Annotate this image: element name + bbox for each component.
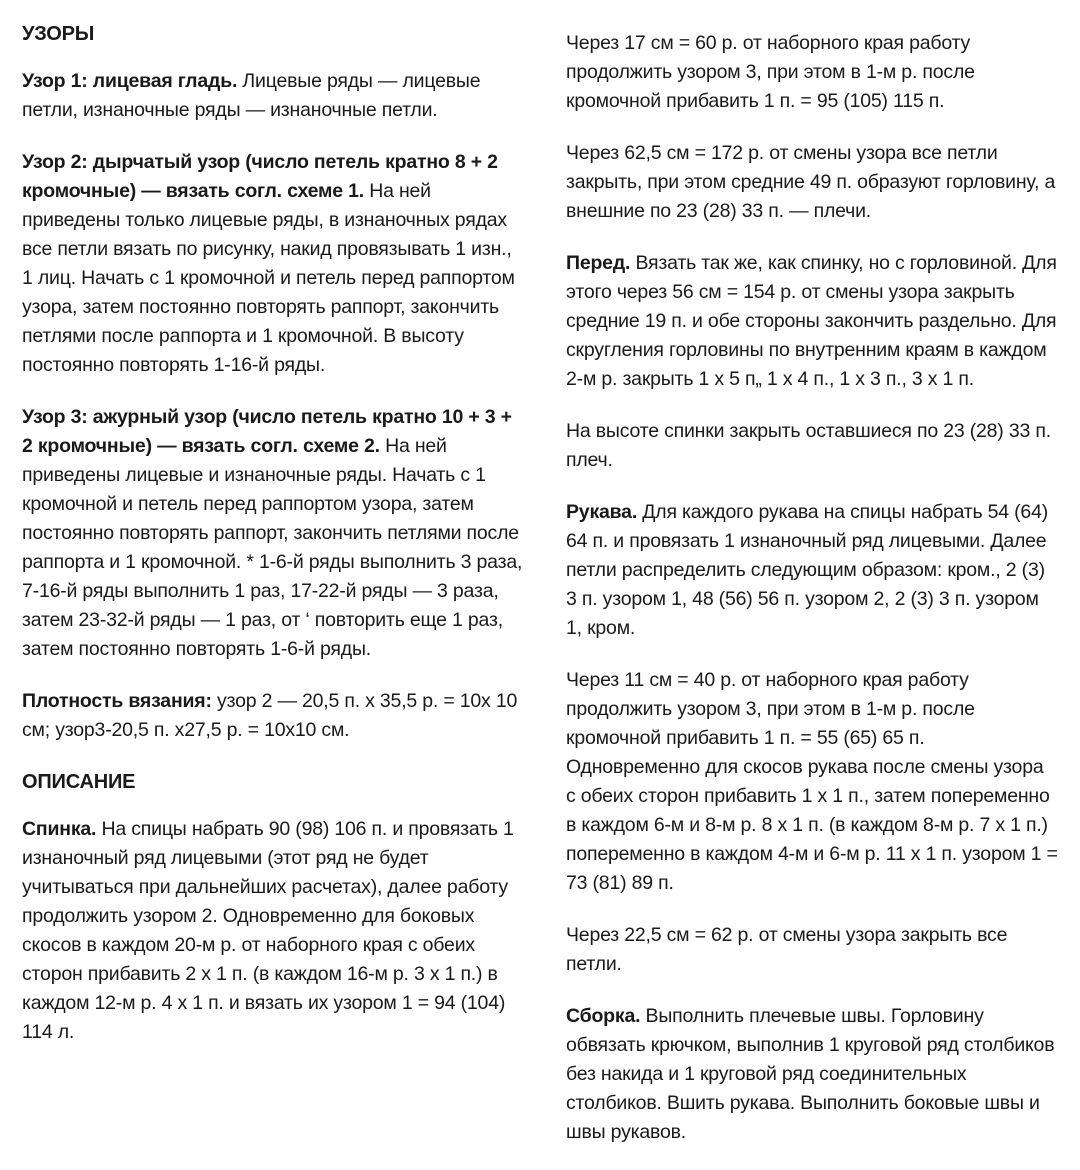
sleeves-paragraph xyxy=(566,498,1058,643)
pattern-1-text: Лицевые ряды — лицевые петли, изнаночные ряды — изнаночные петли. xyxy=(22,70,481,121)
section-title-patterns: УЗОРЫ xyxy=(22,23,95,45)
pattern-2-paragraph xyxy=(22,148,527,380)
pattern-3-paragraph xyxy=(22,403,527,664)
front-continued-paragraph xyxy=(566,417,1058,475)
assembly-text: Выполнить плечевые швы. Горловину обвязать крючком, выполнив 1 круговой ряд столбиков без накида и 1 круговой ряд соединительных столбиков. Вшить рукава. Выполнить боковые швы и швы рукавов. xyxy=(566,1005,1055,1143)
front-paragraph xyxy=(566,249,1058,394)
pattern-3-label: Узор 3: ажурный узор (число петель кратно 10 + 3 + 2 кромочные) — вязать согл. схеме 2. xyxy=(22,406,512,457)
assembly-paragraph xyxy=(566,1002,1058,1147)
sleeves-continued-text-1: Через 11 см = 40 р. от наборного края работу продолжить узором 3, при этом в 1-м р. после кромочной прибавить 1 п. = 55 (65) 65 п. Одновременно для скосов рукава после смены узора с обеих сторон прибавить 1 х 1 п., затем попеременно в каждом 6-м и 8-м р. 8 х 1 п. (в каждом 8-м р. 7 х 1 п.) попеременно в каждом 4-м и 6-м р. 11 х 1 п. узором 1 = 73 (81) 89 п. xyxy=(566,669,1058,894)
back-text: На спицы набрать 90 (98) 106 п. и провязать 1 изнаночный ряд лицевыми (этот ряд не будет учитываться при дальнейших расчетах), далее работу продолжить узором 2. Одновременно для боковых скосов в каждом 20-м р. от наборного края с обеих сторон прибавить 2 х 1 п. (в каждом 16-м р. 3 х 1 п.) в каждом 12-м р. 4 х 1 п. и вязать их узором 1 = 94 (104) 114 л. xyxy=(22,818,514,1043)
sleeves-text: Для каждого рукава на спицы набрать 54 (64) 64 п. и провязать 1 изнаночный ряд лицевыми. Далее петли распределить следующим образом: кром., 2 (3) 3 п. узором 1, 48 (56) 56 п. узором 2, 2 (3) 3 п. узором 1, кром. xyxy=(566,501,1049,639)
section-title-description: ОПИСАНИЕ xyxy=(22,771,136,793)
right-column xyxy=(566,29,1058,1170)
density-paragraph xyxy=(22,687,527,745)
density-label: Плотность вязания: xyxy=(22,690,212,712)
pattern-2-text: На ней приведены только лицевые ряды, в изнаночных рядах все петли вязать по рисунку, накид провязывать 1 изн., 1 лиц. Начать с 1 кромочной и петель перед раппортом узора, затем постоянно повторять раппорт, закончить петлями после раппорта и 1 кромочной. В высоту постоянно повторять 1-16-й ряды. xyxy=(22,180,515,376)
back-continued-paragraph-2 xyxy=(566,139,1058,226)
sleeves-continued-paragraph-1 xyxy=(566,666,1058,898)
pattern-1-label: Узор 1: лицевая гладь. xyxy=(22,70,238,92)
back-label: Спинка. xyxy=(22,818,97,840)
left-column xyxy=(22,20,527,1070)
sleeves-label: Рукава. xyxy=(566,501,638,523)
back-paragraph xyxy=(22,815,527,1047)
back-continued-text-1: Через 17 см = 60 р. от наборного края работу продолжить узором 3, при этом в 1-м р. после кромочной прибавить 1 п. = 95 (105) 115 п. xyxy=(566,32,975,112)
back-continued-paragraph-1 xyxy=(566,29,1058,116)
front-continued-text: На высоте спинки закрыть оставшиеся по 23 (28) 33 п. плеч. xyxy=(566,420,1051,471)
pattern-1-paragraph xyxy=(22,67,527,125)
back-continued-text-2: Через 62,5 см = 172 р. от смены узора все петли закрыть, при этом средние 49 п. образуют горловину, а внешние по 23 (28) 33 п. — плечи. xyxy=(566,142,1056,222)
front-text: Вязать так же, как спинку, но с горловиной. Для этого через 56 см = 154 р. от смены узора закрыть средние 19 п. и обе стороны закончить раздельно. Для скругления горловины по внутренним краям в каждом 2-м р. закрыть 1 х 5 п„ 1 х 4 п., 1 х 3 п., 3 х 1 п. xyxy=(566,252,1057,390)
front-label: Перед. xyxy=(566,252,631,274)
sleeves-continued-text-2: Через 22,5 см = 62 р. от смены узора закрыть все петли. xyxy=(566,924,1008,975)
sleeves-continued-paragraph-2 xyxy=(566,921,1058,979)
pattern-2-label: Узор 2: дырчатый узор (число петель кратно 8 + 2 кромочные) — вязать согл. схеме 1. xyxy=(22,151,498,202)
pattern-3-text: На ней приведены лицевые и изнаночные ряды. Начать с 1 кромочной и петель перед раппортом узора, затем постоянно повторять раппорт, закончить петлями после раппорта и 1 кромочной. * 1-6-й ряды выполнить 3 раза, 7-16-й ряды выполнить 1 раз, 17-22-й ряды — 3 раза, затем 23-32-й ряды — 1 раз, от ‘ повторить еще 1 раз, затем постоянно повторять 1-6-й ряды. xyxy=(22,435,523,660)
assembly-label: Сборка. xyxy=(566,1005,641,1027)
density-text: узор 2 — 20,5 п. х 35,5 р. = 10х 10 см; узор3-20,5 п. х27,5 р. = 10х10 см. xyxy=(22,690,518,741)
